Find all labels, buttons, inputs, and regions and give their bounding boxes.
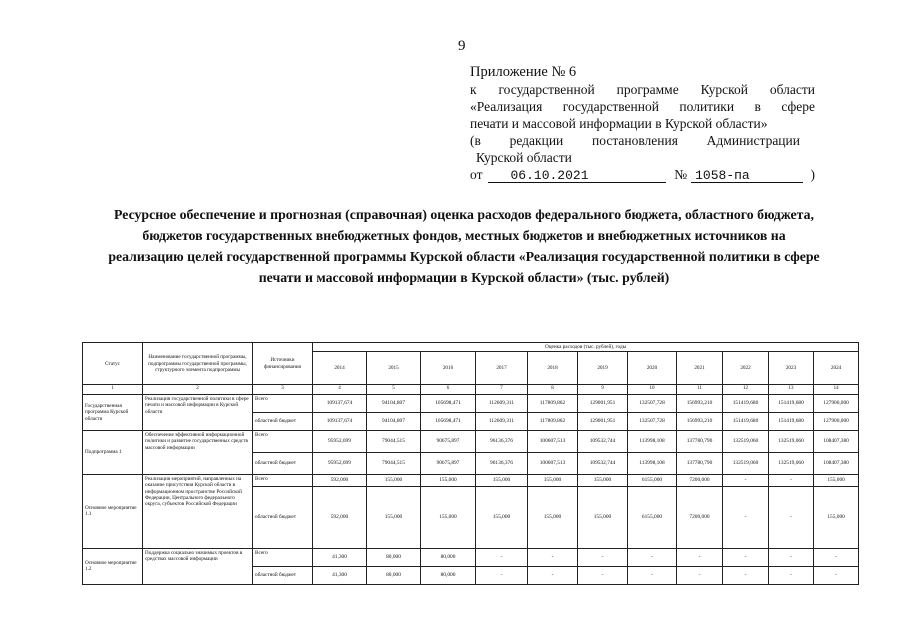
cell-value: 109532,744: [578, 430, 628, 452]
header-estimate: Оценка расходов (тыс. рублей), годы: [313, 343, 859, 352]
cell-value: 96136,376: [476, 452, 528, 474]
row-status: Государственная программа Курской области: [83, 394, 143, 430]
cell-value: -: [476, 548, 528, 566]
cell-value: 155,000: [528, 474, 578, 486]
header-status: Статус: [83, 343, 143, 385]
cell-value: -: [769, 474, 814, 486]
cell-value: 117809,862: [528, 394, 578, 412]
row-source: областной бюджет: [253, 486, 313, 548]
cell-value: 132519,060: [723, 430, 769, 452]
cell-value: 41,300: [313, 566, 367, 584]
cell-value: 137780,790: [677, 452, 723, 474]
cell-value: 90675,897: [421, 430, 476, 452]
cell-value: 79044,515: [367, 430, 421, 452]
cell-value: 105698,471: [421, 394, 476, 412]
cell-value: 95952,699: [313, 430, 367, 452]
column-index: 6: [421, 385, 476, 394]
column-index: 1: [83, 385, 143, 394]
cell-value: 7200,000: [677, 486, 723, 548]
header-year: 2021: [677, 352, 723, 385]
date-prefix: от: [470, 167, 483, 182]
cell-value: 109532,744: [578, 452, 628, 474]
row-source: Всего: [253, 394, 313, 412]
cell-value: 155,000: [476, 474, 528, 486]
table-row: [83, 548, 859, 566]
cell-value: 129001,951: [578, 394, 628, 412]
cell-value: -: [578, 548, 628, 566]
cell-value: 80,000: [367, 548, 421, 566]
cell-value: 113998,108: [628, 430, 677, 452]
cell-value: 117809,862: [528, 412, 578, 430]
cell-value: 6155,000: [628, 486, 677, 548]
cell-value: 156993,210: [677, 412, 723, 430]
cell-value: 112609,311: [476, 394, 528, 412]
cell-value: -: [723, 474, 769, 486]
header-year: 2019: [578, 352, 628, 385]
cell-value: 127900,000: [814, 412, 859, 430]
cell-value: 41,300: [313, 548, 367, 566]
column-index: 8: [528, 385, 578, 394]
appendix-line: (в редакции постановления Администрации: [470, 133, 800, 148]
cell-value: 155,000: [578, 474, 628, 486]
appendix-line: к государственной программе Курской области: [470, 82, 815, 97]
cell-value: 132519,060: [769, 430, 814, 452]
cell-value: -: [528, 548, 578, 566]
cell-value: 112609,311: [476, 412, 528, 430]
cell-value: -: [814, 548, 859, 566]
cell-value: -: [677, 548, 723, 566]
row-status: Подпрограмма 1: [83, 430, 143, 474]
cell-value: 113998,108: [628, 452, 677, 474]
cell-value: 108407,380: [814, 452, 859, 474]
cell-value: 96136,376: [476, 430, 528, 452]
number-value: 1058-па: [691, 167, 802, 183]
header-year: 2022: [723, 352, 769, 385]
cell-value: -: [528, 566, 578, 584]
cell-value: 108407,380: [814, 430, 859, 452]
row-source: областной бюджет: [253, 566, 313, 584]
appendix-title: Приложение № 6: [470, 64, 577, 80]
header-year: 2023: [769, 352, 814, 385]
document-heading: Ресурсное обеспечение и прогнозная (справочная) оценка расходов федерального бюджета, областного бюджета, бюджетов государственных внебюджетных фондов, местных бюджетов и внебюджетных источников на реализацию целей государственной программы Курской области «Реализация государственной политики в сфере печати и массовой информации в Курской области» (тыс. рублей): [108, 207, 820, 285]
cell-value: 592,000: [313, 474, 367, 486]
cell-value: 80,000: [367, 566, 421, 584]
row-program-name: Реализация мероприятий, направленных на оказание присутствия Курской области в информационном пространстве Российской Федерации, Центрального федерального округа, субъектов Российской Федерации: [143, 474, 253, 548]
column-index: 5: [367, 385, 421, 394]
row-source: Всего: [253, 548, 313, 566]
header-year: 2014: [313, 352, 367, 385]
cell-value: 592,000: [313, 486, 367, 548]
row-program-name: Обеспечение эффективной информационной политики и развитие государственных средств массовой информации: [143, 430, 253, 474]
cell-value: -: [769, 548, 814, 566]
cell-value: 94104,807: [367, 412, 421, 430]
header-year: 2017: [476, 352, 528, 385]
column-index: 12: [723, 385, 769, 394]
cell-value: 151419,680: [769, 412, 814, 430]
cell-value: 137780,790: [677, 430, 723, 452]
cell-value: 80,000: [421, 566, 476, 584]
appendix-date-line: [470, 166, 815, 183]
column-index: 13: [769, 385, 814, 394]
cell-value: 80,000: [421, 548, 476, 566]
cell-value: 109137,674: [313, 412, 367, 430]
header-year: 2024: [814, 352, 859, 385]
table-row: [83, 474, 859, 486]
number-prefix: №: [674, 167, 688, 182]
cell-value: 151419,680: [769, 394, 814, 412]
cell-value: -: [769, 486, 814, 548]
cell-value: 155,000: [528, 486, 578, 548]
cell-value: 155,000: [814, 474, 859, 486]
cell-value: 100607,513: [528, 452, 578, 474]
header-year: 2018: [528, 352, 578, 385]
row-source: Всего: [253, 474, 313, 486]
cell-value: 132507,728: [628, 394, 677, 412]
cell-value: 129001,951: [578, 412, 628, 430]
cell-value: -: [578, 566, 628, 584]
cell-value: 132519,060: [723, 452, 769, 474]
cell-value: 95952,699: [313, 452, 367, 474]
cell-value: 94104,807: [367, 394, 421, 412]
row-program-name: Поддержка социально значимых проектов в средствах массовой информации: [143, 548, 253, 584]
header-year: 2016: [421, 352, 476, 385]
cell-value: 155,000: [367, 474, 421, 486]
header-year: 2015: [367, 352, 421, 385]
column-index: 10: [628, 385, 677, 394]
cell-value: 155,000: [578, 486, 628, 548]
cell-value: 155,000: [421, 486, 476, 548]
cell-value: -: [723, 566, 769, 584]
column-index: 7: [476, 385, 528, 394]
cell-value: 155,000: [814, 486, 859, 548]
row-status: Основное мероприятие 1.2: [83, 548, 143, 584]
cell-value: -: [723, 486, 769, 548]
cell-value: -: [769, 566, 814, 584]
cell-value: -: [476, 566, 528, 584]
appendix-line: «Реализация государственной политики в сфере: [470, 99, 815, 114]
date-value: 06.10.2021: [488, 167, 666, 183]
column-index: 4: [313, 385, 367, 394]
table-row: [83, 394, 859, 412]
cell-value: 6155,000: [628, 474, 677, 486]
column-index: 9: [578, 385, 628, 394]
row-source: областной бюджет: [253, 412, 313, 430]
header-source: Источники финансирования: [253, 343, 313, 385]
cell-value: 90675,897: [421, 452, 476, 474]
appendix-line: печати и массовой информации в Курской области»: [470, 116, 768, 131]
cell-value: 155,000: [421, 474, 476, 486]
header-name: Наименование государственной программы, подпрограммы государственной программы, структурного элемента подпрограммы: [143, 343, 253, 385]
resource-table: [82, 342, 859, 585]
cell-value: 127900,000: [814, 394, 859, 412]
appendix-line: Курской области: [476, 150, 572, 165]
cell-value: 132519,060: [769, 452, 814, 474]
cell-value: 132507,728: [628, 412, 677, 430]
cell-value: 79044,515: [367, 452, 421, 474]
cell-value: -: [677, 566, 723, 584]
header-row: [83, 343, 859, 352]
cell-value: -: [723, 548, 769, 566]
cell-value: 105698,471: [421, 412, 476, 430]
close-paren: ): [810, 167, 815, 182]
row-source: Всего: [253, 430, 313, 452]
cell-value: 155,000: [476, 486, 528, 548]
column-index: 11: [677, 385, 723, 394]
cell-value: -: [628, 548, 677, 566]
row-source: областной бюджет: [253, 452, 313, 474]
column-index: 2: [143, 385, 253, 394]
column-index: 14: [814, 385, 859, 394]
appendix-block: [470, 64, 815, 183]
column-index: 3: [253, 385, 313, 394]
cell-value: -: [814, 566, 859, 584]
cell-value: -: [628, 566, 677, 584]
cell-value: 151419,680: [723, 394, 769, 412]
cell-value: 151419,680: [723, 412, 769, 430]
table-row: [83, 430, 859, 452]
cell-value: 156993,210: [677, 394, 723, 412]
header-index-row: [83, 385, 859, 394]
header-year: 2020: [628, 352, 677, 385]
cell-value: 109137,674: [313, 394, 367, 412]
cell-value: 7200,000: [677, 474, 723, 486]
cell-value: 155,000: [367, 486, 421, 548]
row-program-name: Реализация государственной политики в сфере печати и массовой информации в Курской области: [143, 394, 253, 430]
cell-value: 100607,513: [528, 430, 578, 452]
row-status: Основное мероприятие 1.1: [83, 474, 143, 548]
page-number: 9: [458, 38, 466, 54]
